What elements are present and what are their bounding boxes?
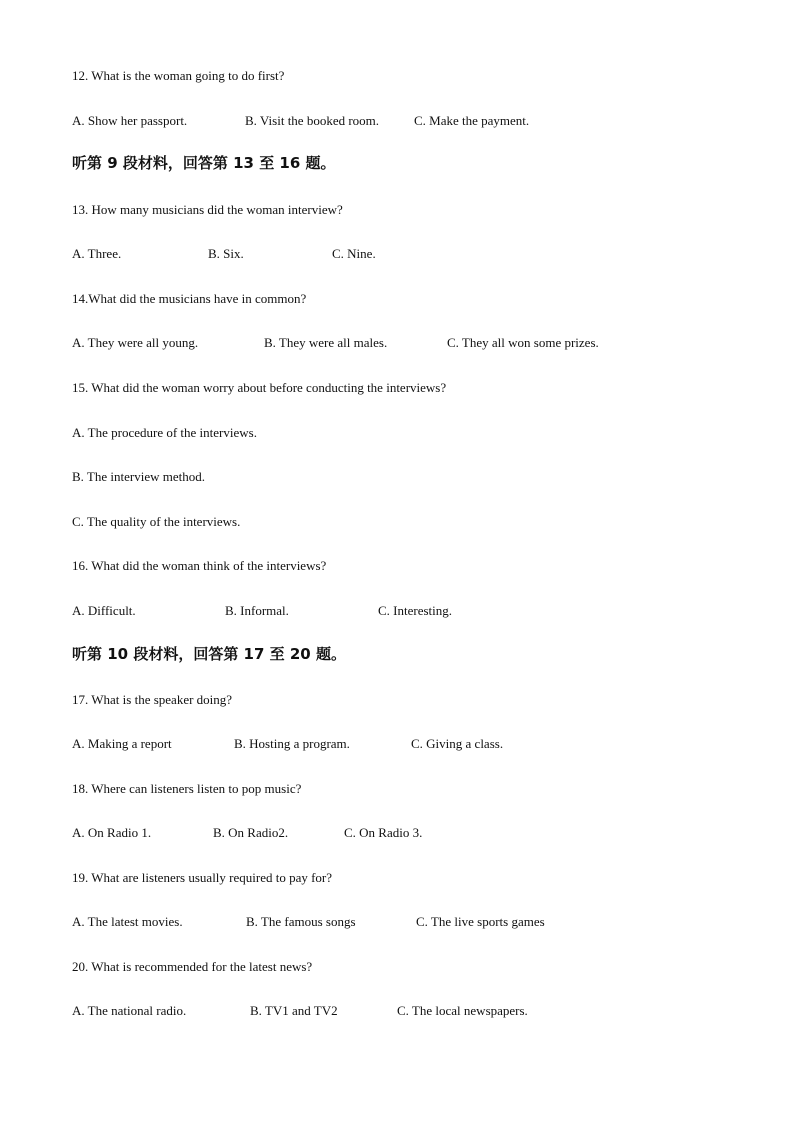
question-20-option-b: B. TV1 and TV2 xyxy=(250,1003,338,1018)
question-15-option-b: B. The interview method. xyxy=(72,469,205,484)
question-14-option-c: C. They all won some prizes. xyxy=(447,335,599,350)
question-13-option-b: B. Six. xyxy=(208,246,244,261)
question-18-option-a: A. On Radio 1. xyxy=(72,825,152,840)
question-16-option-a: A. Difficult. xyxy=(72,603,136,618)
question-16-option-b: B. Informal. xyxy=(225,603,289,618)
question-17-option-b: B. Hosting a program. xyxy=(234,736,350,751)
question-12-option-b: B. Visit the booked room. xyxy=(245,113,380,128)
question-19-option-c: C. The live sports games xyxy=(416,914,545,929)
question-20-stem: 20. What is recommended for the latest news? xyxy=(72,959,313,974)
question-15-stem: 15. What did the woman worry about before conducting the interviews? xyxy=(72,380,447,395)
question-12-stem: 12. What is the woman going to do first? xyxy=(72,68,285,83)
question-12-option-a: A. Show her passport. xyxy=(72,113,188,128)
question-15-option-c: C. The quality of the interviews. xyxy=(72,514,241,529)
question-18-option-b: B. On Radio2. xyxy=(213,825,289,840)
question-17-option-c: C. Giving a class. xyxy=(411,736,504,751)
question-13-option-c: C. Nine. xyxy=(332,246,376,261)
section-10-heading: 听第 10 段材料，回答第 17 至 20 题。 xyxy=(72,645,346,663)
question-17-stem: 17. What is the speaker doing? xyxy=(72,692,233,707)
question-16-option-c: C. Interesting. xyxy=(378,603,453,618)
question-15-option-a: A. The procedure of the interviews. xyxy=(72,425,257,440)
question-18-option-c: C. On Radio 3. xyxy=(344,825,423,840)
question-17-option-a: A. Making a report xyxy=(72,736,172,751)
section-9-heading: 听第 9 段材料，回答第 13 至 16 题。 xyxy=(72,154,336,172)
question-16-stem: 16. What did the woman think of the interviews? xyxy=(72,558,327,573)
question-19-option-a: A. The latest movies. xyxy=(72,914,183,929)
question-20-option-c: C. The local newspapers. xyxy=(397,1003,528,1018)
question-14-option-b: B. They were all males. xyxy=(264,335,388,350)
question-19-stem: 19. What are listeners usually required to pay for? xyxy=(72,870,333,885)
question-14-option-a: A. They were all young. xyxy=(72,335,199,350)
question-14-stem: 14.What did the musicians have in common? xyxy=(72,291,307,306)
question-20-option-a: A. The national radio. xyxy=(72,1003,187,1018)
question-12-option-c: C. Make the payment. xyxy=(414,113,530,128)
question-19-option-b: B. The famous songs xyxy=(246,914,356,929)
question-13-stem: 13. How many musicians did the woman interview? xyxy=(72,202,343,217)
question-13-option-a: A. Three. xyxy=(72,246,122,261)
question-18-stem: 18. Where can listeners listen to pop music? xyxy=(72,781,302,796)
